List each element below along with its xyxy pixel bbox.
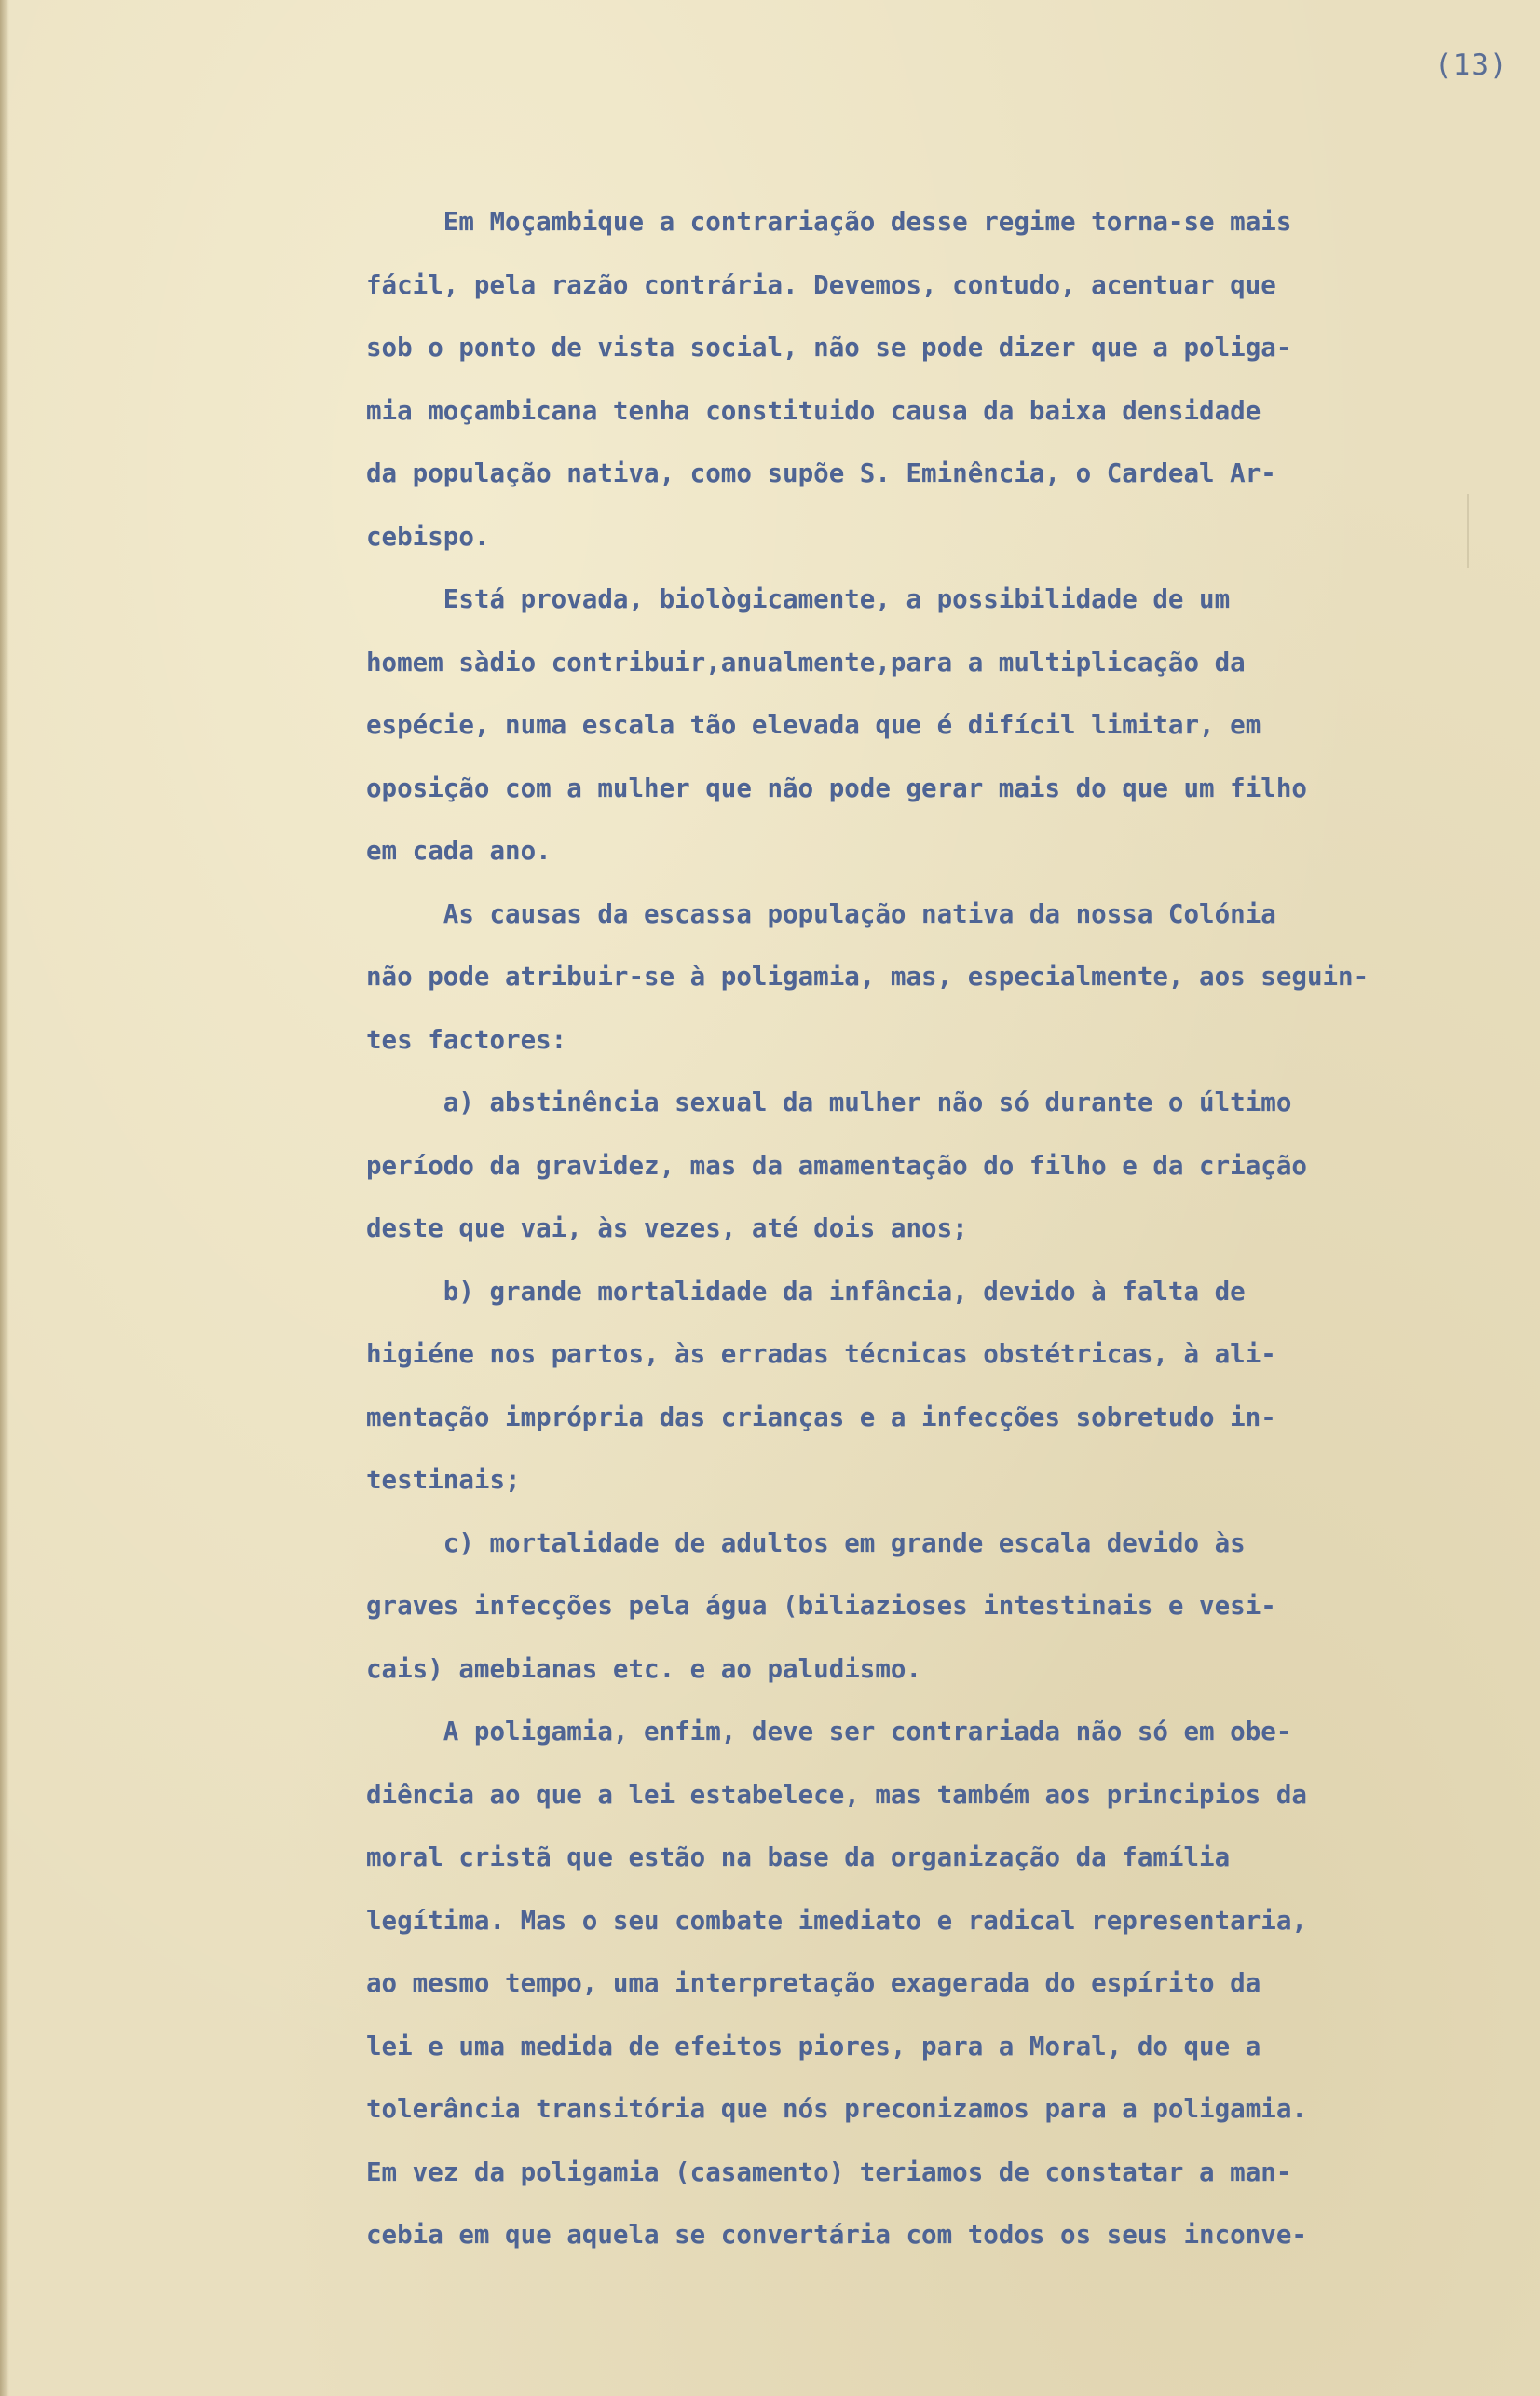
text-line: A poligamia, enfim, deve ser contrariada não só em obe- bbox=[366, 1717, 1292, 1746]
text-line: da população nativa, como supõe S. Eminência, o Cardeal Ar- bbox=[366, 459, 1276, 488]
text-line: fácil, pela razão contrária. Devemos, contudo, acentuar que bbox=[366, 269, 1276, 300]
text-line: oposição com a mulher que não pode gerar mais do que um filho bbox=[366, 773, 1307, 803]
text-line: cebia em que aquela se convertária com todos os seus inconve- bbox=[366, 2220, 1307, 2250]
text-line: legítima. Mas o seu combate imediato e radical representaria, bbox=[366, 1905, 1307, 1936]
text-line: Em Moçambique a contrariação desse regime torna-se mais bbox=[366, 207, 1292, 237]
text-line: higiéne nos partos, às erradas técnicas obstétricas, à ali- bbox=[366, 1339, 1276, 1369]
text-line: tes factores: bbox=[366, 1024, 567, 1055]
text-line: cebispo. bbox=[366, 521, 490, 552]
text-line: graves infecções pela água (biliazioses intestinais e vesi- bbox=[366, 1591, 1276, 1621]
text-line: b) grande mortalidade da infância, devido à falta de bbox=[366, 1276, 1246, 1307]
text-line: espécie, numa escala tão elevada que é difícil limitar, em bbox=[366, 710, 1261, 740]
text-line: c) mortalidade de adultos em grande escala devido às bbox=[366, 1527, 1246, 1558]
text-line: Está provada, biològicamente, a possibilidade de um bbox=[366, 584, 1231, 614]
text-line: deste que vai, às vezes, até dois anos; bbox=[366, 1213, 968, 1243]
text-line: a) abstinência sexual da mulher não só durante o último bbox=[366, 1088, 1292, 1117]
text-line: diência ao que a lei estabelece, mas também aos principios da bbox=[366, 1779, 1307, 1810]
text-line: lei e uma medida de efeitos piores, para a Moral, do que a bbox=[366, 2031, 1261, 2061]
page-number: (13) bbox=[1435, 48, 1508, 82]
text-line: sob o ponto de vista social, não se pode dizer que a poliga- bbox=[366, 333, 1292, 363]
text-line: mia moçambicana tenha constituido causa da baixa densidade bbox=[366, 395, 1261, 426]
text-line: testinais; bbox=[366, 1465, 521, 1495]
text-line: moral cristã que estão na base da organização da família bbox=[366, 1842, 1231, 1872]
text-line: Em vez da poligamia (casamento) teriamos de constatar a man- bbox=[366, 2156, 1292, 2187]
text-line: ao mesmo tempo, uma interpretação exagerada do espírito da bbox=[366, 1968, 1261, 1998]
page-left-edge bbox=[0, 0, 9, 2396]
text-line: não pode atribuir-se à poligamia, mas, especialmente, aos seguin- bbox=[366, 962, 1370, 992]
text-line: mentação imprópria das crianças e a infecções sobretudo in- bbox=[366, 1402, 1276, 1432]
text-line: cais) amebianas etc. e ao paludismo. bbox=[366, 1653, 922, 1684]
paper-mark bbox=[1467, 494, 1469, 568]
text-line: em cada ano. bbox=[366, 836, 552, 866]
text-line: período da gravidez, mas da amamentação do filho e da criação bbox=[366, 1150, 1307, 1181]
text-line: homem sàdio contribuir,anualmente,para a multiplicação da bbox=[366, 647, 1246, 678]
text-line: As causas da escassa população nativa da nossa Colónia bbox=[366, 898, 1276, 929]
typed-body bbox=[366, 191, 1465, 2267]
text-line: tolerância transitória que nós preconizamos para a poligamia. bbox=[366, 2094, 1307, 2124]
